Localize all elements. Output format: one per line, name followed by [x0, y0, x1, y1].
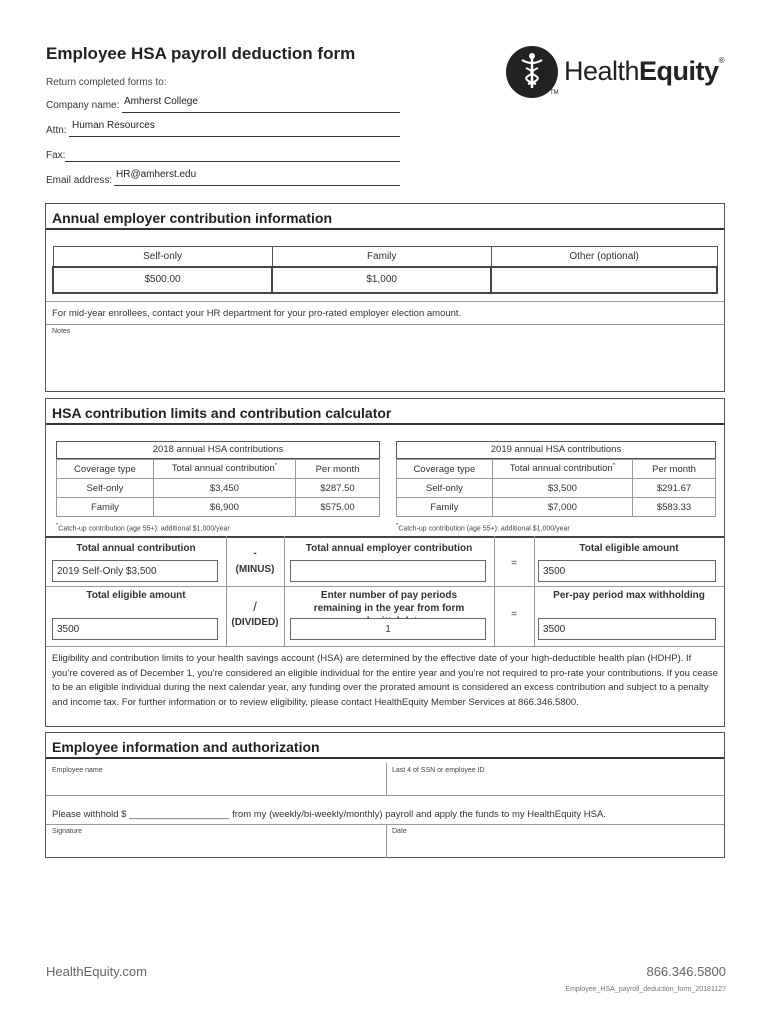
cell: $583.33 — [633, 498, 716, 517]
ssn-field[interactable] — [387, 763, 724, 795]
table-row — [57, 479, 380, 498]
logo-light: Health — [564, 56, 640, 86]
pay-periods-value: 1 — [385, 624, 391, 635]
signature-label: Signature — [52, 828, 82, 835]
eligible-amount-2-input[interactable] — [52, 618, 218, 640]
notes-field[interactable] — [46, 325, 724, 391]
cell: $7,000 — [492, 498, 632, 517]
asterisk: * — [612, 463, 616, 470]
fax-label: Fax: — [46, 150, 66, 161]
table-2019-title: 2019 annual HSA contributions — [396, 441, 716, 459]
fax-field[interactable] — [65, 147, 400, 162]
company-value: Amherst College — [124, 96, 198, 107]
company-field[interactable] — [122, 98, 400, 113]
footer-form-code: Employee_HSA_payroll_deduction_form_20181127 — [565, 986, 726, 993]
notes-label: Notes — [52, 328, 71, 335]
midyear-note: For mid-year enrollees, contact your HR department for your pro-rated employer election amount. — [52, 308, 462, 319]
footer-website: HealthEquity.com — [46, 964, 147, 979]
header-total-annual — [153, 460, 295, 479]
catchup-note-2019 — [396, 523, 716, 532]
catchup-note-2019-text: Catch-up contribution (age 55+): additional $1,000/year — [398, 525, 570, 533]
table-2018 — [56, 441, 380, 532]
total-annual-value: 2019 Self-Only $3,500 — [57, 566, 157, 577]
self-only-value[interactable]: $500.00 — [53, 267, 272, 293]
asterisk: * — [274, 463, 278, 470]
col-family: Family — [272, 247, 491, 267]
divide-symbol: / — [253, 599, 257, 614]
asterisk: * — [396, 523, 399, 529]
header-total-annual-label: Total annual contribution — [171, 463, 275, 475]
eligible-amount-2-value: 3500 — [57, 624, 80, 635]
per-pay-value: 3500 — [543, 624, 566, 635]
equals-symbol: = — [511, 558, 517, 569]
per-pay-label: Per-pay period max withholding — [553, 590, 705, 601]
ssn-label: Last 4 of SSN or employee ID — [392, 767, 485, 774]
header-coverage-type: Coverage type — [57, 460, 154, 479]
total-annual-label: Total annual contribution — [76, 543, 196, 554]
employee-section — [45, 732, 725, 858]
employee-heading: Employee information and authorization — [46, 733, 724, 759]
cell: $6,900 — [153, 498, 295, 517]
header-total-annual-label: Total annual contribution — [509, 463, 613, 475]
employer-table — [52, 246, 718, 294]
signature-field[interactable] — [46, 825, 386, 857]
asterisk: * — [56, 523, 59, 529]
cell: Self-only — [397, 479, 493, 498]
logo-bold: Equity — [639, 56, 719, 86]
logo-reg: ® — [718, 56, 724, 65]
employer-heading: Annual employer contribution information — [46, 204, 724, 230]
attn-value: Human Resources — [72, 120, 155, 131]
cell: $287.50 — [296, 479, 380, 498]
employee-name-label: Employee name — [52, 767, 103, 774]
cell: Family — [397, 498, 493, 517]
col-self-only: Self-only — [53, 247, 272, 267]
hsa-limits-section — [45, 398, 725, 727]
pay-periods-input[interactable] — [290, 618, 486, 640]
eligible-amount-label: Total eligible amount — [579, 543, 679, 554]
attn-label: Attn: — [46, 125, 67, 136]
minus-label: (MINUS) — [235, 564, 275, 575]
employer-contribution-input[interactable] — [290, 560, 486, 582]
catchup-note-2018-text: Catch-up contribution (age 55+): additional $1,000/year — [58, 525, 230, 533]
cell: $3,500 — [492, 479, 632, 498]
table-2019 — [396, 441, 716, 532]
limits-heading: HSA contribution limits and contribution calculator — [46, 399, 724, 425]
employer-contribution-section — [45, 203, 725, 392]
other-value[interactable] — [491, 267, 717, 293]
employee-name-field[interactable] — [46, 763, 386, 795]
logo-tm: TM — [550, 90, 559, 96]
logo-wordmark — [564, 56, 724, 87]
catchup-note-2018 — [56, 523, 380, 532]
table-row — [397, 479, 716, 498]
company-label: Company name: — [46, 100, 120, 111]
table-2018-title: 2018 annual HSA contributions — [56, 441, 380, 459]
date-field[interactable] — [387, 825, 724, 857]
equals-symbol-2: = — [511, 609, 517, 620]
email-label: Email address: — [46, 175, 113, 186]
healthequity-logo — [506, 46, 726, 102]
header-coverage-type: Coverage type — [397, 460, 493, 479]
return-text: Return completed forms to: — [46, 77, 167, 88]
per-pay-input[interactable] — [538, 618, 716, 640]
attn-field[interactable] — [69, 122, 400, 137]
table-row — [57, 498, 380, 517]
cell: $575.00 — [296, 498, 380, 517]
footer-phone: 866.346.5800 — [646, 964, 726, 979]
cell: Self-only — [57, 479, 154, 498]
email-field[interactable] — [114, 171, 400, 186]
col-other: Other (optional) — [491, 247, 717, 267]
cell: Family — [57, 498, 154, 517]
employer-contribution-label: Total annual employer contribution — [305, 543, 473, 554]
header-per-month: Per month — [296, 460, 380, 479]
table-row — [397, 498, 716, 517]
family-value[interactable]: $1,000 — [272, 267, 491, 293]
pay-periods-label: Enter number of pay periods remaining in the year from form — [313, 590, 465, 614]
cell: $291.67 — [633, 479, 716, 498]
email-value: HR@amherst.edu — [116, 169, 197, 180]
eligible-amount-value: 3500 — [543, 566, 566, 577]
eligibility-paragraph: Eligibility and contribution limits to your health savings account (HSA) are determined by the effective date of your high-deductible health plan (HDHP). If you’re covered as of December 1, you’re considered an eligible individual for the entire year and you’re not required to pro-rate your contributions. If you cease to be an eligible individual during the next calendar year, any funding over the prorated amount is considered an excess contribution and subject to a penalty and income tax. For further information or to review eligibility, please contact HealthEquity Member Services at 866.346.5800. — [52, 653, 718, 708]
total-annual-input[interactable] — [52, 560, 218, 582]
eligible-amount-2-label: Total eligible amount — [86, 590, 186, 601]
eligible-amount-input[interactable] — [538, 560, 716, 582]
withhold-text: Please withhold $ ___________________ from my (weekly/bi-weekly/monthly) payroll and apply the funds to my HealthEquity HSA. — [52, 809, 606, 820]
divide-label: (DIVIDED) — [231, 617, 279, 628]
date-label: Date — [392, 828, 407, 835]
header-per-month: Per month — [633, 460, 716, 479]
minus-symbol: - — [253, 548, 257, 559]
page-title: Employee HSA payroll deduction form — [46, 44, 356, 63]
header-total-annual — [492, 460, 632, 479]
cell: $3,450 — [153, 479, 295, 498]
